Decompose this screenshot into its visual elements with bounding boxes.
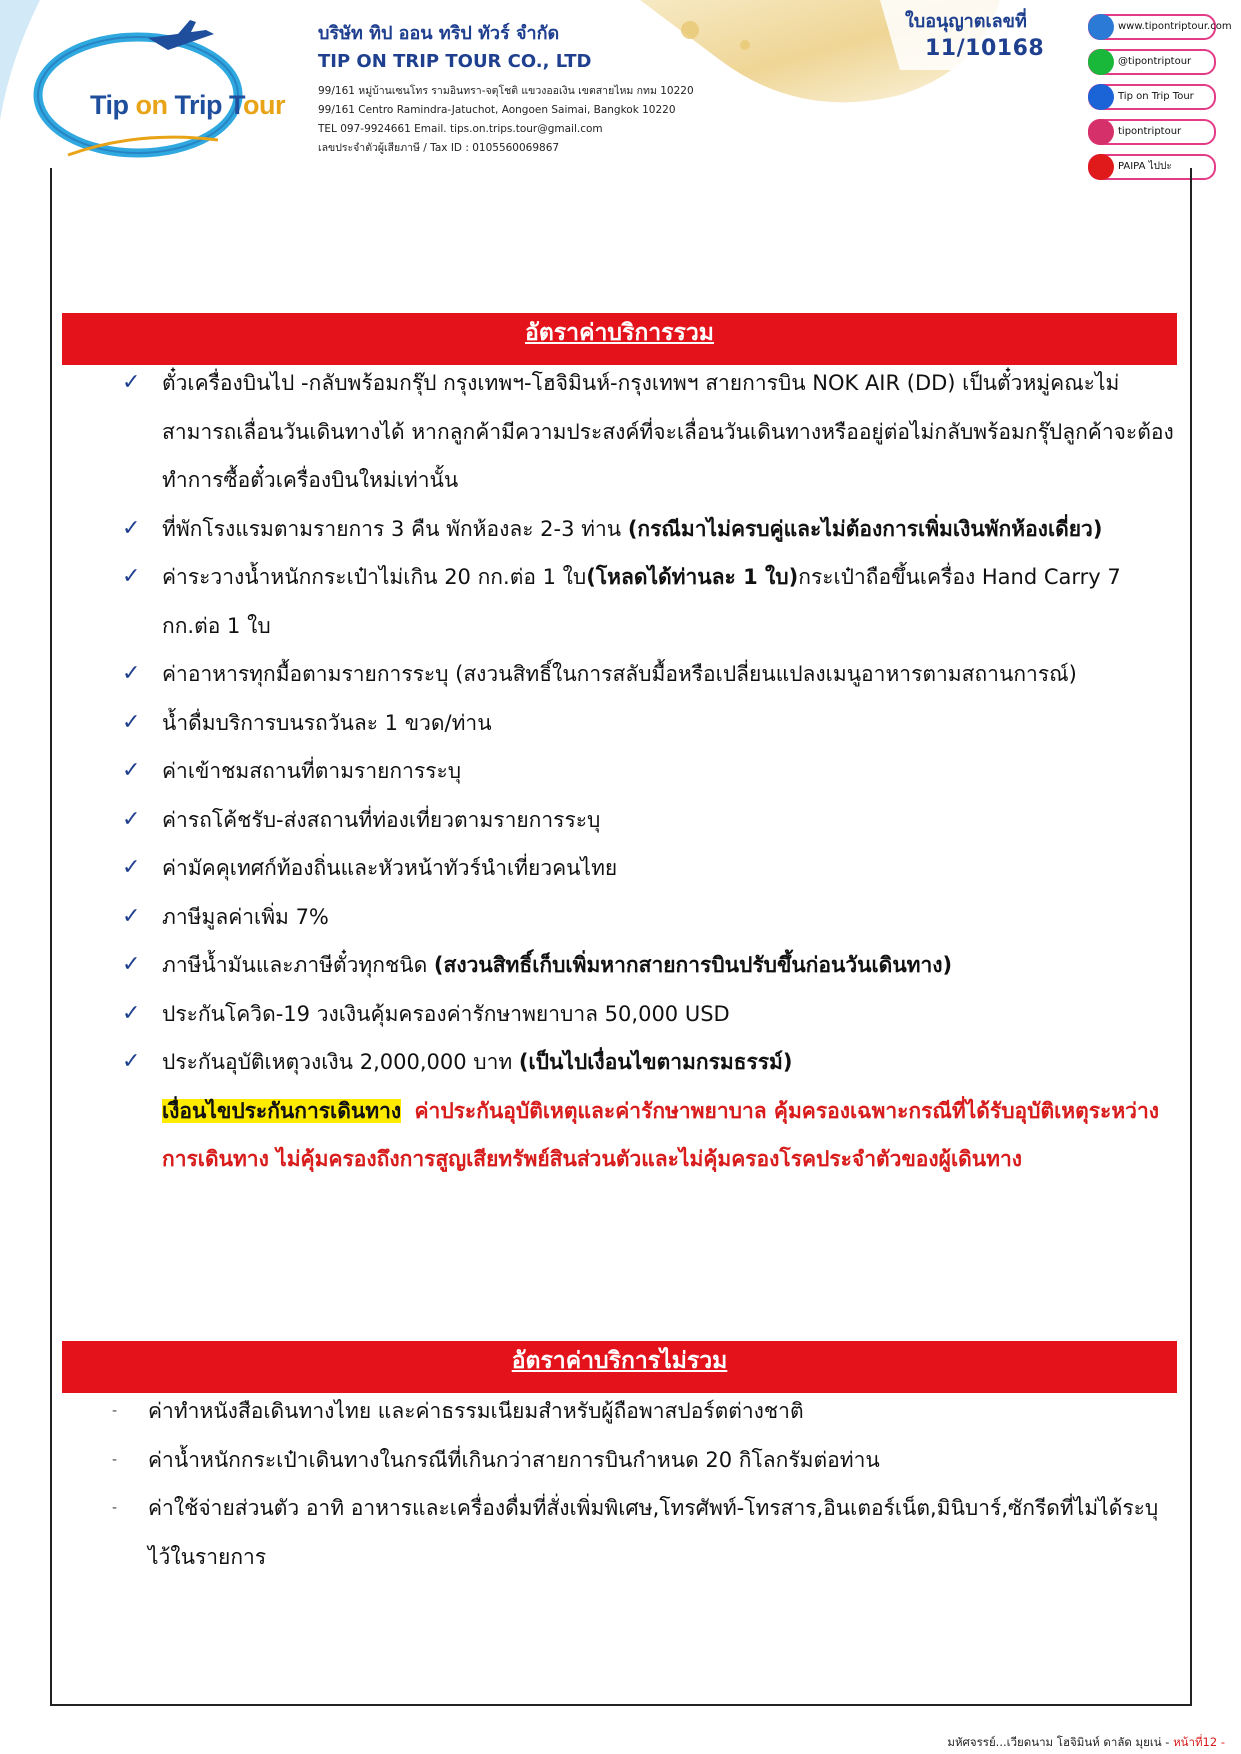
item-text: ค่าอาหารทุกมื้อตามรายการระบุ (สงวนสิทธิ์ในการสลับมื้อหรือเปลี่ยนแปลงเมนูอาหารตามสถานการณ์) xyxy=(162,662,1077,686)
included-item xyxy=(120,553,1175,650)
company-info xyxy=(318,22,778,158)
included-item xyxy=(120,359,1175,505)
page-footer xyxy=(947,1734,1225,1752)
company-name-english: TIP ON TRIP TOUR CO., LTD xyxy=(318,51,592,72)
item-text: ค่าทำหนังสือเดินทางไทย และค่าธรรมเนียมสำหรับผู้ถือพาสปอร์ตต่างชาติ xyxy=(148,1399,804,1423)
social-links xyxy=(1088,14,1232,189)
contact-info: TEL 097-9924661 Email. tips.on.trips.tour@gmail.com xyxy=(318,123,603,135)
item-bold-note: (เป็นไปเงื่อนไขตามกรมธรรม์) xyxy=(518,1050,793,1074)
item-text: ประกันอุบัติเหตุวงเงิน 2,000,000 บาท xyxy=(162,1050,519,1074)
social-link-instagram[interactable] xyxy=(1088,119,1216,145)
item-text: ที่พักโรงแรมตามรายการ 3 คืน พักห้องละ 2-3 ท่าน xyxy=(162,516,628,541)
footer-tour-name: มหัศจรรย์...เวียดนาม โฮจิมินห์ ดาลัด มุยเน่ - xyxy=(947,1735,1174,1749)
item-text: น้ำดื่มบริการบนรถวันละ 1 ขวด/ท่าน xyxy=(162,710,492,735)
item-text: ตั๋วเครื่องบินไป -กลับพร้อมกรุ๊ป กรุงเทพฯ-โฮจิมินห์-กรุงเทพฯ สายการบิน NOK AIR (DD) เป็นตั๋วหมู่คณะไม่สามารถเลื่อนวันเดินทางได้ หากลูกค้ามีความประสงค์ที่จะเลื่อนวันเดินทางหรืออยู่ต่อไม่กลับพร้อมกรุ๊ปลูกค้าจะต้องทำการซื้อตั๋วเครื่องบินใหม่เท่านั้น xyxy=(162,371,1174,492)
included-item xyxy=(120,1038,1175,1184)
letterhead xyxy=(0,0,1241,170)
checkmark-icon: ✓ xyxy=(122,806,141,832)
excluded-section-title: อัตราค่าบริการไม่รวม xyxy=(62,1341,1177,1393)
included-item xyxy=(120,747,1175,796)
dash-bullet-icon: - xyxy=(112,1451,118,1468)
checkmark-icon: ✓ xyxy=(122,758,141,783)
social-label: Tip on Trip Tour xyxy=(1118,91,1194,102)
checkmark-icon: ✓ xyxy=(122,709,141,735)
checkmark-icon: ✓ xyxy=(122,903,141,929)
checkmark-icon: ✓ xyxy=(122,515,141,541)
instagram-icon xyxy=(1088,119,1114,145)
facebook-icon xyxy=(1088,84,1114,110)
social-label: PAIPA ไปปะ xyxy=(1118,161,1172,172)
social-link-globe[interactable] xyxy=(1088,14,1232,40)
social-label: www.tipontriptour.com xyxy=(1118,21,1232,32)
excluded-item xyxy=(112,1436,1175,1485)
included-item xyxy=(120,699,1175,748)
checkmark-icon: ✓ xyxy=(122,370,141,395)
excluded-list xyxy=(112,1387,1175,1581)
included-list xyxy=(120,359,1175,1184)
globe-icon xyxy=(1088,14,1114,40)
item-text: ค่าน้ำหนักกระเป๋าเดินทางในกรณีที่เกินกว่าสายการบินกำหนด 20 กิโลกรัมต่อท่าน xyxy=(148,1447,880,1472)
item-text: ค่ารถโค้ชรับ-ส่งสถานที่ท่องเที่ยวตามรายการระบุ xyxy=(162,807,601,832)
company-name-thai: บริษัท ทิป ออน ทริป ทัวร์ จำกัด xyxy=(318,23,560,44)
checkmark-icon: ✓ xyxy=(122,564,141,589)
checkmark-icon: ✓ xyxy=(122,661,141,686)
item-text-continued: กระเป๋าถือขึ้นเครื่อง Hand Carry 7 กก.ต่อ 1 ใบ xyxy=(162,565,1121,638)
item-text: ค่าใช้จ่ายส่วนตัว อาทิ อาหารและเครื่องดื่มที่สั่งเพิ่มพิเศษ,โทรศัพท์-โทรสาร,อินเตอร์เน็ต,มินิบาร์,ซักรีดที่ไม่ได้ระบุไว้ในรายการ xyxy=(148,1496,1159,1569)
included-item xyxy=(120,796,1175,845)
item-text: ภาษีมูลค่าเพิ่ม 7% xyxy=(162,904,329,929)
social-link-facebook[interactable] xyxy=(1088,84,1216,110)
included-item xyxy=(120,941,1175,990)
item-bold-note: (สงวนสิทธิ์เก็บเพิ่มหากสายการบินปรับขึ้นก่อนวันเดินทาง) xyxy=(433,953,953,977)
checkmark-icon: ✓ xyxy=(122,1000,141,1026)
line-icon xyxy=(1088,49,1114,75)
license-number: 11/10168 xyxy=(925,36,1045,61)
item-text: ค่ามัคคุเทศก์ท้องถิ่นและหัวหน้าทัวร์นำเที่ยวคนไทย xyxy=(162,856,618,880)
license-label: ใบอนุญาตเลขที่ xyxy=(905,11,1027,32)
included-item xyxy=(120,650,1175,699)
item-text: ค่าระวางน้ำหนักกระเป๋าไม่เกิน 20 กก.ต่อ 1 ใบ xyxy=(162,565,587,589)
item-bold-note: (โหลดได้ท่านละ 1 ใบ) xyxy=(586,565,799,589)
dash-bullet-icon: - xyxy=(112,1500,118,1516)
social-link-line[interactable] xyxy=(1088,49,1216,75)
social-label: @tipontriptour xyxy=(1118,56,1192,67)
tax-id: เลขประจำตัวผู้เสียภาษี / Tax ID : 0105560069867 xyxy=(318,142,560,154)
excluded-item xyxy=(112,1484,1175,1581)
insurance-condition-text: ค่าประกันอุบัติเหตุและค่ารักษาพยาบาล คุ้มครองเฉพาะกรณีที่ได้รับอุบัติเหตุระหว่างการเดินทาง ไม่คุ้มครองถึงการสูญเสียทรัพย์สินส่วนตัวและไม่คุ้มครองโรคประจำตัวของผู้เดินทาง xyxy=(162,1098,1159,1171)
logo-wordmark: Tip on Trip Tour xyxy=(90,90,286,120)
included-section-title: อัตราค่าบริการรวม xyxy=(62,313,1177,365)
item-text: ค่าเข้าชมสถานที่ตามรายการระบุ xyxy=(162,759,462,783)
dash-bullet-icon: - xyxy=(112,1403,118,1419)
company-logo xyxy=(28,20,286,160)
item-text: ประกันโควิด-19 วงเงินคุ้มครองค่ารักษาพยาบาล 50,000 USD xyxy=(162,1001,730,1026)
included-item xyxy=(120,990,1175,1039)
checkmark-icon: ✓ xyxy=(122,1049,141,1074)
address-english: 99/161 Centro Ramindra-Jatuchot, Aongoen Saimai, Bangkok 10220 xyxy=(318,104,676,116)
included-item xyxy=(120,893,1175,942)
item-bold-note: (กรณีมาไม่ครบคู่และไม่ต้องการเพิ่มเงินพักห้องเดี่ยว) xyxy=(627,516,1103,541)
item-text: ภาษีน้ำมันและภาษีตั๋วทุกชนิด xyxy=(162,953,434,977)
page-number: หน้าที่12 - xyxy=(1173,1735,1225,1749)
checkmark-icon: ✓ xyxy=(122,952,141,977)
included-item xyxy=(120,505,1175,554)
address-thai: 99/161 หมู่บ้านเซนโทร รามอินทรา-จตุโชติ แขวงออเงิน เขตสายไหม กทม 10220 xyxy=(318,85,694,97)
included-item xyxy=(120,844,1175,893)
insurance-condition-label: เงื่อนไขประกันการเดินทาง xyxy=(162,1098,402,1123)
excluded-item xyxy=(112,1387,1175,1436)
social-label: tipontriptour xyxy=(1118,126,1182,137)
checkmark-icon: ✓ xyxy=(122,855,141,880)
